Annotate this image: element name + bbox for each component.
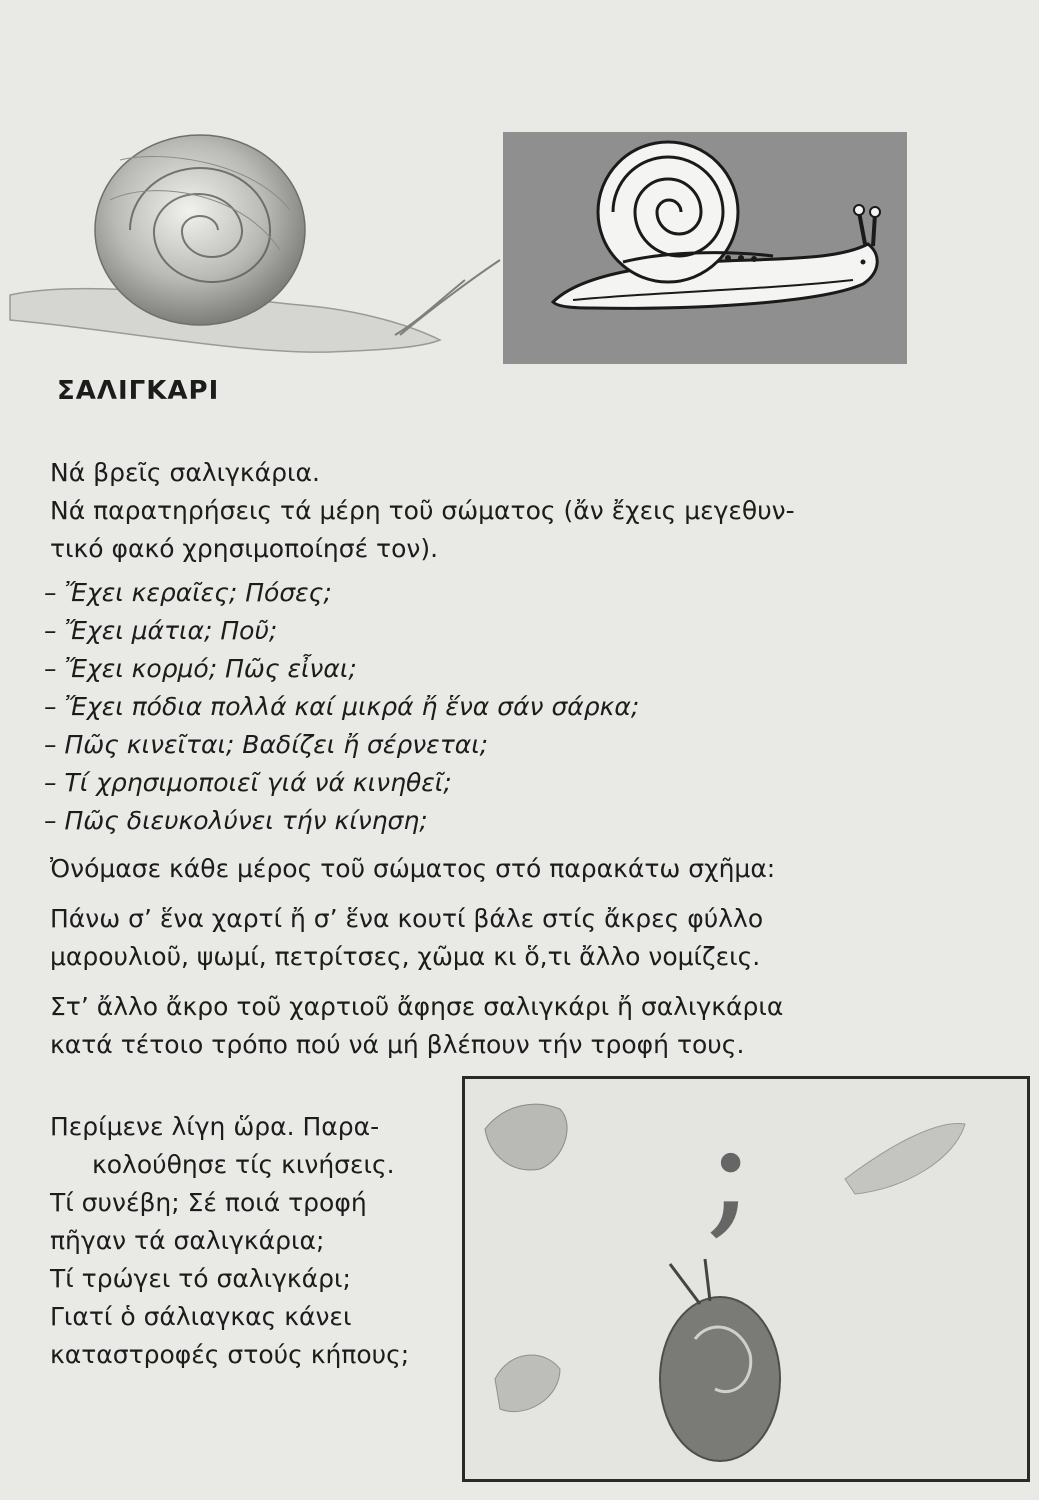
page-title: ΣΑΛΙΓΚΑΡΙ xyxy=(57,376,220,406)
question-item: – Ἔχει κεραῖες; Πόσες; xyxy=(44,578,332,607)
experiment-line: κατά τέτοιο τρόπο πού νά μή βλέπουν τήν τροφή τους. xyxy=(50,1030,745,1059)
experiment-line: μαρουλιοῦ, ψωμί, πετρίτσες, χῶμα κι ὅ,τι ἄλλο νομίζεις. xyxy=(50,942,761,971)
question-item: – Πῶς διευκολύνει τήν κίνηση; xyxy=(44,806,428,835)
snail-outline-drawing xyxy=(503,132,907,364)
question-mark-glyph: ; xyxy=(705,1080,756,1254)
snail-sketch-illustration xyxy=(0,120,520,400)
snail-diagram-box xyxy=(503,132,907,364)
observe-line: Τί τρώγει τό σαλιγκάρι; xyxy=(50,1264,351,1293)
question-item: – Ἔχει κορμό; Πῶς εἶναι; xyxy=(44,654,357,683)
question-item: – Ἔχει πόδια πολλά καί μικρά ἤ ἕνα σάν σάρκα; xyxy=(44,692,640,721)
name-parts-instruction: Ὀνόμασε κάθε μέρος τοῦ σώματος στό παρακάτω σχῆμα: xyxy=(50,854,776,883)
intro-line: τικό φακό χρησιμοποίησέ τον). xyxy=(50,534,439,563)
question-item: – Πῶς κινεῖται; Βαδίζει ἤ σέρνεται; xyxy=(44,730,489,759)
observe-line: Περίμενε λίγη ὥρα. Παρα- xyxy=(50,1112,380,1141)
observe-line: Τί συνέβη; Σέ ποιά τροφή xyxy=(50,1188,367,1217)
observe-line: πῆγαν τά σαλιγκάρια; xyxy=(50,1226,325,1255)
question-item: – Τί χρησιμοποιεῖ γιά νά κινηθεῖ; xyxy=(44,768,452,797)
intro-line: Νά παρατηρήσεις τά μέρη τοῦ σώματος (ἄν ἔχεις μεγεθυν- xyxy=(50,496,795,525)
observe-line: Γιατί ὁ σάλιαγκας κάνει xyxy=(50,1302,352,1331)
experiment-line: Πάνω σ’ ἕνα χαρτί ἤ σ’ ἕνα κουτί βάλε στίς ἄκρες φύλλο xyxy=(50,904,764,933)
observe-line: κολούθησε τίς κινήσεις. xyxy=(92,1150,395,1179)
question-item: – Ἔχει μάτια; Ποῦ; xyxy=(44,616,278,645)
observe-line: καταστροφές στούς κήπους; xyxy=(50,1340,410,1369)
intro-line: Νά βρεῖς σαλιγκάρια. xyxy=(50,458,320,487)
experiment-line: Στ’ ἄλλο ἄκρο τοῦ χαρτιοῦ ἄφησε σαλιγκάρι ἤ σαλιγκάρια xyxy=(50,992,784,1021)
